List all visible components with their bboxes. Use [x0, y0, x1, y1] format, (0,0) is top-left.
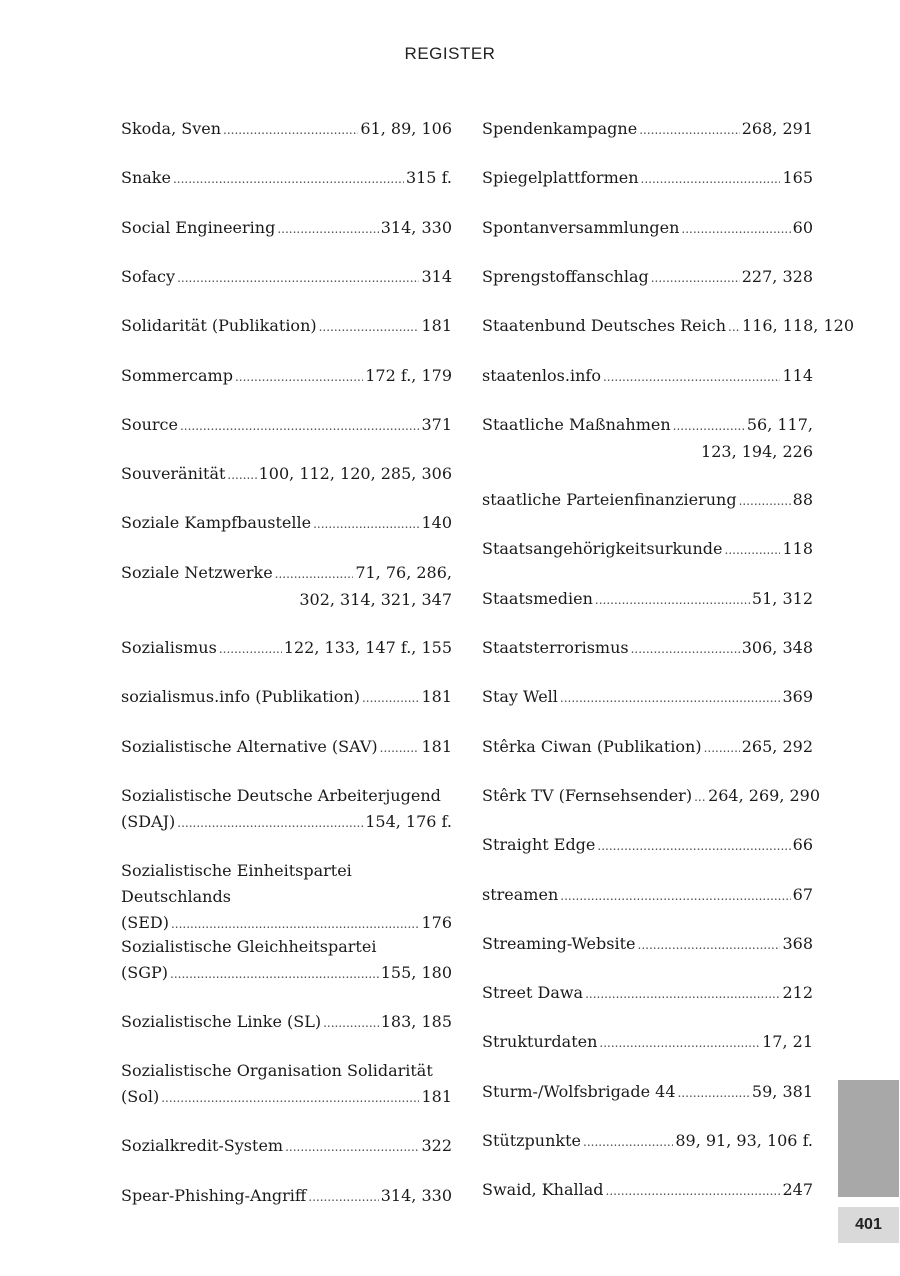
index-entry: [482, 980, 813, 1007]
index-term: Snake: [121, 168, 171, 188]
index-entry: [121, 1058, 452, 1111]
page-refs: 176: [421, 913, 452, 933]
index-entry: [121, 313, 452, 340]
index-line: [121, 960, 452, 987]
page-refs: 181: [421, 1087, 452, 1107]
page-refs: 315 f.: [405, 168, 452, 188]
index-term: Stêrk TV (Fernsehsender): [482, 785, 693, 805]
index-entry: [482, 412, 813, 465]
page-refs: 17, 21: [762, 1032, 813, 1052]
index-entry: [121, 684, 452, 711]
index-entry: [121, 1183, 452, 1210]
index-term: (SED): [121, 913, 169, 933]
page-refs: 322: [421, 1136, 452, 1156]
dot-leader: [161, 1084, 419, 1111]
page-refs: 56, 117,: [746, 414, 813, 434]
index-term: Spear-Phishing-Angriff: [121, 1185, 307, 1205]
dot-leader: [638, 931, 781, 958]
dot-leader: [323, 1009, 379, 1036]
index-entry: [482, 734, 813, 761]
index-line: [482, 586, 813, 613]
index-entry: [121, 858, 452, 937]
index-line: [121, 1084, 452, 1111]
index-line: [482, 1079, 813, 1106]
index-term: streamen: [482, 884, 559, 904]
dot-leader: [728, 313, 740, 340]
index-entry: [482, 931, 813, 958]
dot-leader: [583, 1128, 673, 1155]
index-term: (Sol): [121, 1087, 160, 1107]
page-refs-continued: 123, 194, 226: [701, 441, 813, 461]
dot-leader: [681, 215, 790, 242]
page-refs: 140: [421, 513, 452, 533]
dot-leader: [597, 832, 790, 859]
index-line: [482, 931, 813, 958]
page-refs: 227, 328: [741, 266, 813, 286]
dot-leader: [673, 412, 745, 439]
index-term: Stützpunkte: [482, 1131, 581, 1150]
dot-leader: [639, 116, 740, 143]
index-line: [121, 363, 452, 390]
index-line: [482, 116, 813, 143]
index-term: Spontanversammlungen: [482, 217, 680, 237]
page-refs: 67: [792, 884, 813, 904]
page-refs: 165: [782, 168, 813, 188]
page-refs: 66: [792, 835, 813, 855]
page-refs: 88: [792, 490, 813, 510]
index-term: Straight Edge: [482, 835, 596, 855]
index-entry: [482, 586, 813, 613]
index-term: Strukturdaten: [482, 1032, 598, 1052]
index-line: [482, 1128, 813, 1155]
page-refs: 100, 112, 120, 285, 306: [258, 464, 452, 484]
index-term: Soziale Kampfbaustelle: [121, 513, 312, 533]
index-entry: [121, 264, 452, 291]
dot-leader: [606, 1177, 781, 1204]
index-line: [121, 215, 452, 242]
page-refs: 314, 330: [380, 1185, 452, 1205]
dot-leader: [694, 783, 706, 810]
index-line: [482, 635, 813, 662]
index-term: Sprengstoffanschlag: [482, 266, 649, 286]
index-line: [482, 980, 813, 1007]
index-entry: [482, 215, 813, 242]
index-entry: [482, 487, 813, 514]
index-line: [121, 116, 452, 143]
dot-leader: [308, 1183, 378, 1210]
index-entry: [482, 882, 813, 909]
page-refs: 71, 76, 286,: [355, 562, 452, 582]
index-term: Spiegelplattformen: [482, 168, 639, 188]
page-refs: 314, 330: [380, 217, 452, 237]
page-number-box: [838, 1207, 899, 1243]
dot-leader: [739, 487, 791, 514]
page-refs: 61, 89, 106: [360, 119, 452, 138]
page-number: 401: [855, 1216, 882, 1233]
dot-leader: [631, 635, 740, 662]
page-refs: 59, 381: [751, 1081, 813, 1101]
index-term: Staatenbund Deutsches Reich: [482, 316, 727, 336]
dot-leader: [641, 165, 781, 192]
index-entry: [482, 1177, 813, 1204]
running-header: REGISTER: [404, 44, 496, 63]
dot-leader: [595, 586, 750, 613]
index-line: [121, 313, 452, 340]
index-line: [121, 1183, 452, 1210]
index-term: Sozialistische Alternative (SAV): [121, 736, 378, 756]
index-term: (SDAJ): [121, 811, 176, 831]
index-entry: [482, 1128, 813, 1155]
dot-leader: [277, 215, 378, 242]
page-refs: 369: [782, 687, 813, 707]
index-term: Street Dawa: [482, 983, 584, 1003]
index-line: [482, 215, 813, 242]
index-term: staatliche Parteienfinanzierung: [482, 490, 737, 510]
index-line: [482, 684, 813, 711]
index-line: [482, 313, 854, 340]
dot-leader: [219, 635, 282, 662]
index-line: [482, 734, 813, 761]
index-term-line1: Sozialistische Einheitspartei Deutschlands: [121, 861, 352, 907]
dot-leader: [319, 313, 420, 340]
index-term: Souveränität: [121, 464, 226, 484]
page-refs: 116, 118, 120: [742, 316, 854, 336]
index-entry: [121, 635, 452, 662]
index-term: Source: [121, 414, 178, 434]
index-line: [482, 412, 813, 439]
page-refs: 122, 133, 147 f., 155: [283, 638, 452, 657]
page-refs: 181: [421, 316, 452, 336]
page-refs: 89, 91, 93, 106 f.: [675, 1131, 813, 1150]
dot-leader: [227, 461, 256, 488]
dot-leader: [170, 960, 379, 987]
page-refs: 368: [782, 933, 813, 953]
index-term-line1: Sozialistische Organisation Solidarität: [121, 1061, 433, 1081]
index-line: [482, 1177, 813, 1204]
index-entry: [121, 412, 452, 439]
page-refs-continued: 302, 314, 321, 347: [299, 589, 452, 609]
index-line: [121, 1133, 452, 1160]
dot-leader: [362, 684, 419, 711]
index-entry: [482, 832, 813, 859]
index-term: Soziale Netzwerke: [121, 562, 273, 582]
index-term: staatenlos.info: [482, 365, 601, 385]
index-term: Sturm-/Wolfsbrigade 44: [482, 1081, 676, 1101]
page-refs: 181: [421, 736, 452, 756]
dot-leader: [180, 412, 419, 439]
index-line: [121, 560, 452, 587]
page-refs: 306, 348: [741, 638, 813, 657]
index-term: Solidarität (Publikation): [121, 316, 317, 336]
index-term: Stêrka Ciwan (Publikation): [482, 736, 702, 756]
page-refs: 247: [782, 1180, 813, 1200]
index-line: [121, 684, 452, 711]
dot-leader: [599, 1029, 760, 1056]
index-line: [482, 363, 813, 390]
index-entry: [482, 684, 813, 711]
page-refs: 114: [782, 365, 813, 385]
index-entry: [482, 1079, 813, 1106]
index-term: Social Engineering: [121, 217, 276, 237]
index-entry: [482, 363, 813, 390]
dot-leader: [173, 165, 404, 192]
index-entry: [482, 1029, 813, 1056]
index-term: Sozialistische Linke (SL): [121, 1011, 322, 1031]
index-term: Sozialismus: [121, 638, 217, 657]
dot-leader: [725, 536, 781, 563]
dot-leader: [603, 363, 781, 390]
page-refs: 268, 291: [741, 119, 813, 138]
dot-leader: [177, 264, 419, 291]
index-entry: [121, 165, 452, 192]
index-term: Sozialkredit-System: [121, 1136, 284, 1156]
index-line: [482, 832, 813, 859]
index-term: Spendenkampagne: [482, 119, 638, 138]
dot-leader: [313, 510, 419, 537]
index-entry: [482, 536, 813, 563]
index-entry: [121, 461, 452, 488]
index-term-line1: Sozialistische Deutsche Arbeiterjugend: [121, 785, 441, 805]
index-term: Staatsterrorismus: [482, 638, 629, 657]
index-line: [482, 487, 813, 514]
dot-leader: [585, 980, 780, 1007]
thumb-tab: [838, 1080, 899, 1197]
index-entry: [482, 635, 813, 662]
index-entry: [121, 934, 452, 987]
index-entry: [121, 734, 452, 761]
page-refs: 212: [782, 983, 813, 1003]
index-line: [482, 1029, 813, 1056]
index-entry: [121, 116, 452, 143]
dot-leader: [285, 1133, 419, 1160]
index-line: [121, 412, 452, 439]
index-entry: [121, 1133, 452, 1160]
dot-leader: [235, 363, 363, 390]
index-term: Sommercamp: [121, 365, 233, 385]
page-refs: 51, 312: [751, 588, 813, 608]
index-entry: [482, 165, 813, 192]
page-refs: 371: [421, 414, 452, 434]
index-line: [121, 264, 452, 291]
index-line: [121, 510, 452, 537]
index-entry: [121, 1009, 452, 1036]
page-refs: 265, 292: [741, 736, 813, 756]
index-line: [121, 734, 452, 761]
dot-leader: [560, 882, 790, 909]
dot-leader: [678, 1079, 750, 1106]
dot-leader: [177, 809, 363, 836]
index-line: [482, 536, 813, 563]
index-entry: [482, 313, 854, 340]
index-entry: [121, 560, 452, 613]
page-refs: 60: [792, 217, 813, 237]
page-refs: 183, 185: [380, 1011, 452, 1031]
index-line: [121, 635, 452, 662]
index-term: Staatliche Maßnahmen: [482, 414, 671, 434]
index-term: Sofacy: [121, 266, 176, 286]
index-line: [482, 264, 813, 291]
page-refs: 181: [421, 687, 452, 707]
index-entry: [482, 783, 821, 810]
dot-leader: [560, 684, 781, 711]
index-term: (SGP): [121, 962, 168, 982]
page-refs: 172 f., 179: [365, 365, 452, 385]
index-line: [121, 809, 452, 836]
index-line: [121, 1009, 452, 1036]
index-term: Staatsangehörigkeitsurkunde: [482, 539, 723, 559]
index-entry: [121, 510, 452, 537]
index-term: Streaming-Website: [482, 933, 636, 953]
page-refs: 118: [782, 539, 813, 559]
index-line: [121, 461, 452, 488]
index-term: Skoda, Sven: [121, 119, 222, 138]
dot-leader: [223, 116, 358, 143]
index-entry: [482, 264, 813, 291]
dot-leader: [704, 734, 740, 761]
page-refs: 154, 176 f.: [365, 811, 452, 831]
index-term: Staatsmedien: [482, 588, 593, 608]
index-line: [121, 165, 452, 192]
index-line: [482, 165, 813, 192]
index-line: [482, 783, 821, 810]
index-term-line1: Sozialistische Gleichheitspartei: [121, 936, 377, 956]
index-entry: [121, 783, 452, 836]
page-refs: 155, 180: [380, 962, 452, 982]
index-term: Swaid, Khallad: [482, 1180, 604, 1200]
dot-leader: [275, 560, 354, 587]
page-refs: 264, 269, 290: [708, 785, 821, 805]
index-entry: [482, 116, 813, 143]
index-term: Stay Well: [482, 687, 558, 707]
dot-leader: [380, 734, 420, 761]
dot-leader: [651, 264, 740, 291]
index-term: sozialismus.info (Publikation): [121, 687, 360, 707]
index-line: [482, 882, 813, 909]
index-entry: [121, 215, 452, 242]
index-entry: [121, 363, 452, 390]
page-refs: 314: [421, 266, 452, 286]
